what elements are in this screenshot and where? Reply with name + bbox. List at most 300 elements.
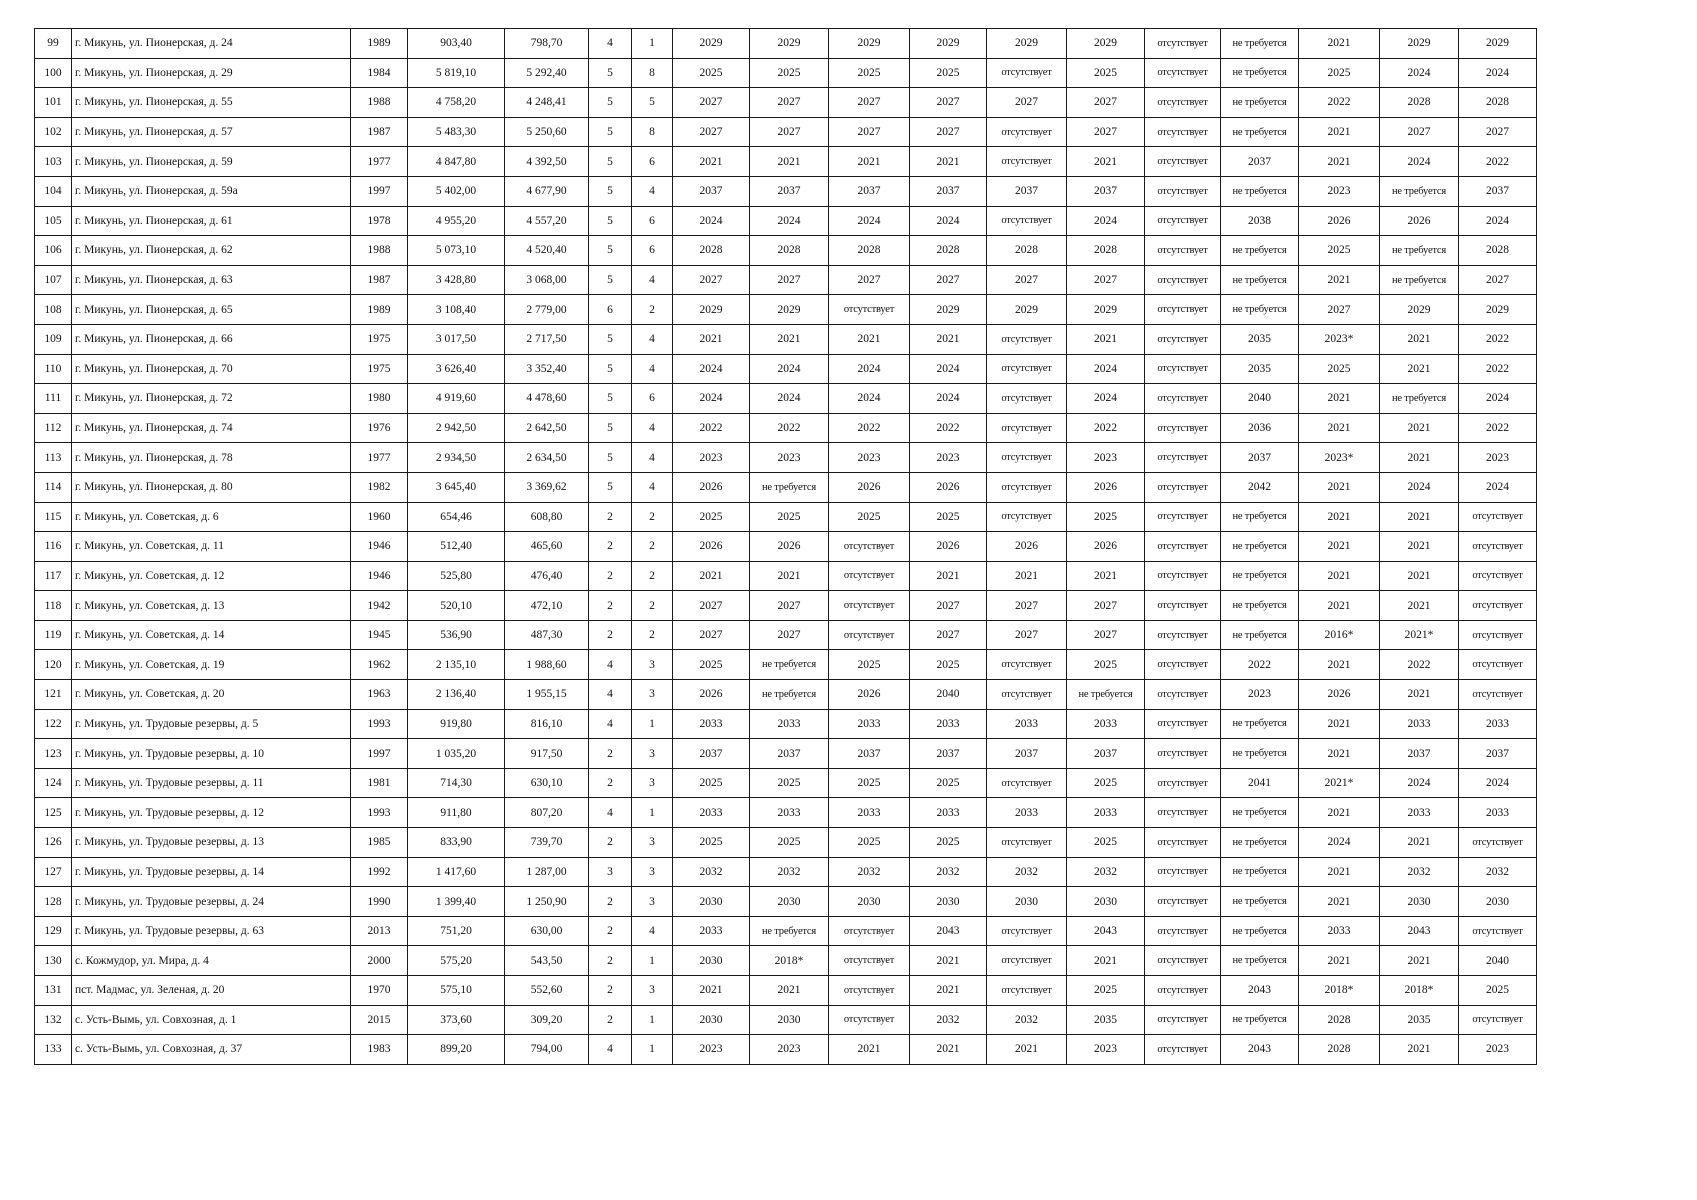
cell-col-11: 2024: [910, 354, 987, 384]
cell-col-10: 2037: [829, 739, 910, 769]
cell-col-13: 2024: [1067, 384, 1145, 414]
cell-col-15: не требуется: [1221, 1005, 1299, 1035]
cell-year-built: 1962: [351, 650, 408, 680]
cell-floors: 4: [589, 709, 632, 739]
cell-row-number: 100: [35, 58, 72, 88]
cell-col-10: 2021: [829, 324, 910, 354]
cell-col-18: 2030: [1459, 887, 1537, 917]
cell-row-number: 125: [35, 798, 72, 828]
cell-col-10: 2026: [829, 680, 910, 710]
cell-living-area: 5 250,60: [505, 117, 589, 147]
cell-floors: 3: [589, 857, 632, 887]
cell-col-14: отсутствует: [1145, 591, 1221, 621]
cell-living-area: 816,10: [505, 709, 589, 739]
cell-entrances: 1: [632, 946, 673, 976]
cell-address: г. Микунь, ул. Трудовые резервы, д. 11: [72, 768, 351, 798]
cell-row-number: 104: [35, 176, 72, 206]
cell-row-number: 118: [35, 591, 72, 621]
cell-col-8: 2033: [673, 709, 750, 739]
cell-col-14: отсутствует: [1145, 206, 1221, 236]
cell-address: г. Микунь, ул. Трудовые резервы, д. 5: [72, 709, 351, 739]
cell-col-9: 2032: [750, 857, 829, 887]
cell-floors: 4: [589, 1035, 632, 1065]
cell-floors: 5: [589, 117, 632, 147]
cell-total-area: 575,20: [408, 946, 505, 976]
cell-floors: 5: [589, 236, 632, 266]
cell-col-11: 2040: [910, 680, 987, 710]
cell-col-17: не требуется: [1380, 265, 1459, 295]
cell-entrances: 3: [632, 768, 673, 798]
cell-col-16: 2023: [1299, 176, 1380, 206]
cell-row-number: 123: [35, 739, 72, 769]
cell-floors: 5: [589, 88, 632, 118]
cell-col-16: 2021: [1299, 591, 1380, 621]
cell-living-area: 630,10: [505, 768, 589, 798]
cell-total-area: 3 626,40: [408, 354, 505, 384]
cell-col-13: 2021: [1067, 561, 1145, 591]
cell-col-10: 2021: [829, 147, 910, 177]
cell-col-9: 2033: [750, 709, 829, 739]
cell-col-18: 2027: [1459, 265, 1537, 295]
cell-col-15: не требуется: [1221, 532, 1299, 562]
cell-col-10: отсутствует: [829, 295, 910, 325]
cell-col-9: 2025: [750, 58, 829, 88]
cell-col-13: 2025: [1067, 976, 1145, 1006]
cell-col-17: 2021: [1380, 532, 1459, 562]
cell-address: г. Микунь, ул. Пионерская, д. 74: [72, 413, 351, 443]
cell-col-13: не требуется: [1067, 680, 1145, 710]
cell-col-13: 2023: [1067, 443, 1145, 473]
cell-floors: 2: [589, 887, 632, 917]
cell-living-area: 1 287,00: [505, 857, 589, 887]
cell-col-15: не требуется: [1221, 295, 1299, 325]
cell-entrances: 3: [632, 976, 673, 1006]
cell-col-10: отсутствует: [829, 620, 910, 650]
cell-year-built: 2015: [351, 1005, 408, 1035]
cell-total-area: 899,20: [408, 1035, 505, 1065]
cell-col-15: не требуется: [1221, 709, 1299, 739]
cell-col-11: 2029: [910, 295, 987, 325]
cell-floors: 5: [589, 176, 632, 206]
cell-col-10: 2032: [829, 857, 910, 887]
table-row: [35, 265, 1537, 295]
cell-col-16: 2021: [1299, 709, 1380, 739]
cell-col-11: 2027: [910, 591, 987, 621]
cell-col-10: 2030: [829, 887, 910, 917]
cell-col-18: 2024: [1459, 384, 1537, 414]
cell-col-15: не требуется: [1221, 620, 1299, 650]
cell-col-14: отсутствует: [1145, 1005, 1221, 1035]
cell-col-11: 2021: [910, 1035, 987, 1065]
cell-entrances: 3: [632, 739, 673, 769]
cell-col-9: не требуется: [750, 916, 829, 946]
cell-col-13: 2030: [1067, 887, 1145, 917]
cell-address: г. Микунь, ул. Пионерская, д. 24: [72, 29, 351, 59]
cell-year-built: 1984: [351, 58, 408, 88]
cell-entrances: 3: [632, 650, 673, 680]
cell-address: г. Микунь, ул. Трудовые резервы, д. 14: [72, 857, 351, 887]
cell-col-12: отсутствует: [987, 650, 1067, 680]
cell-floors: 2: [589, 532, 632, 562]
cell-living-area: 807,20: [505, 798, 589, 828]
cell-total-area: 2 934,50: [408, 443, 505, 473]
cell-col-9: 2037: [750, 739, 829, 769]
cell-col-17: 2021*: [1380, 620, 1459, 650]
cell-col-15: не требуется: [1221, 946, 1299, 976]
cell-col-14: отсутствует: [1145, 502, 1221, 532]
data-table: [34, 28, 1537, 1065]
cell-row-number: 101: [35, 88, 72, 118]
cell-entrances: 8: [632, 58, 673, 88]
cell-col-14: отсутствует: [1145, 236, 1221, 266]
cell-col-10: 2027: [829, 88, 910, 118]
cell-col-18: 2029: [1459, 29, 1537, 59]
cell-col-12: отсутствует: [987, 502, 1067, 532]
cell-row-number: 130: [35, 946, 72, 976]
cell-living-area: 5 292,40: [505, 58, 589, 88]
cell-address: г. Микунь, ул. Трудовые резервы, д. 24: [72, 887, 351, 917]
cell-col-16: 2023*: [1299, 324, 1380, 354]
cell-col-13: 2027: [1067, 88, 1145, 118]
cell-col-18: отсутствует: [1459, 650, 1537, 680]
cell-col-18: 2037: [1459, 176, 1537, 206]
table-row: [35, 768, 1537, 798]
cell-row-number: 112: [35, 413, 72, 443]
cell-col-16: 2022: [1299, 88, 1380, 118]
cell-col-9: 2027: [750, 88, 829, 118]
cell-col-12: отсутствует: [987, 443, 1067, 473]
cell-col-8: 2022: [673, 413, 750, 443]
cell-col-16: 2033: [1299, 916, 1380, 946]
cell-row-number: 99: [35, 29, 72, 59]
cell-address: с. Усть-Вымь, ул. Совхозная, д. 1: [72, 1005, 351, 1035]
cell-col-9: 2024: [750, 206, 829, 236]
cell-living-area: 2 642,50: [505, 413, 589, 443]
cell-living-area: 4 478,60: [505, 384, 589, 414]
cell-entrances: 6: [632, 236, 673, 266]
cell-col-14: отсутствует: [1145, 413, 1221, 443]
cell-col-16: 2021: [1299, 798, 1380, 828]
cell-total-area: 5 402,00: [408, 176, 505, 206]
table-row: [35, 472, 1537, 502]
cell-col-9: 2037: [750, 176, 829, 206]
cell-col-18: 2022: [1459, 354, 1537, 384]
cell-col-12: отсутствует: [987, 384, 1067, 414]
cell-living-area: 4 557,20: [505, 206, 589, 236]
cell-living-area: 798,70: [505, 29, 589, 59]
cell-col-16: 2021: [1299, 946, 1380, 976]
cell-col-9: 2025: [750, 828, 829, 858]
cell-col-8: 2025: [673, 650, 750, 680]
cell-col-16: 2021: [1299, 561, 1380, 591]
cell-col-10: 2025: [829, 502, 910, 532]
cell-row-number: 119: [35, 620, 72, 650]
cell-col-15: 2037: [1221, 443, 1299, 473]
cell-col-18: 2037: [1459, 739, 1537, 769]
cell-col-9: 2018*: [750, 946, 829, 976]
cell-entrances: 2: [632, 502, 673, 532]
cell-year-built: 1977: [351, 147, 408, 177]
cell-entrances: 2: [632, 620, 673, 650]
cell-col-8: 2033: [673, 798, 750, 828]
cell-col-8: 2023: [673, 1035, 750, 1065]
cell-col-9: 2026: [750, 532, 829, 562]
cell-address: г. Микунь, ул. Советская, д. 11: [72, 532, 351, 562]
cell-col-11: 2032: [910, 1005, 987, 1035]
cell-address: г. Микунь, ул. Пионерская, д. 72: [72, 384, 351, 414]
cell-row-number: 120: [35, 650, 72, 680]
cell-col-15: 2041: [1221, 768, 1299, 798]
cell-total-area: 2 942,50: [408, 413, 505, 443]
cell-col-14: отсутствует: [1145, 295, 1221, 325]
cell-col-10: 2025: [829, 650, 910, 680]
cell-col-15: не требуется: [1221, 176, 1299, 206]
cell-col-9: 2024: [750, 384, 829, 414]
table-row: [35, 117, 1537, 147]
cell-col-13: 2027: [1067, 591, 1145, 621]
cell-col-9: не требуется: [750, 472, 829, 502]
cell-total-area: 4 919,60: [408, 384, 505, 414]
cell-floors: 2: [589, 502, 632, 532]
cell-address: г. Микунь, ул. Пионерская, д. 80: [72, 472, 351, 502]
cell-row-number: 131: [35, 976, 72, 1006]
cell-col-16: 2021: [1299, 650, 1380, 680]
cell-total-area: 1 399,40: [408, 887, 505, 917]
cell-floors: 2: [589, 768, 632, 798]
cell-entrances: 3: [632, 680, 673, 710]
cell-col-18: 2033: [1459, 709, 1537, 739]
cell-col-12: 2021: [987, 561, 1067, 591]
cell-address: г. Микунь, ул. Пионерская, д. 59: [72, 147, 351, 177]
cell-col-9: 2021: [750, 561, 829, 591]
cell-entrances: 4: [632, 176, 673, 206]
table-row: [35, 976, 1537, 1006]
cell-col-10: отсутствует: [829, 916, 910, 946]
cell-col-14: отсутствует: [1145, 828, 1221, 858]
cell-col-9: не требуется: [750, 650, 829, 680]
cell-col-17: 2021: [1380, 413, 1459, 443]
cell-col-14: отсутствует: [1145, 976, 1221, 1006]
cell-col-16: 2026: [1299, 206, 1380, 236]
cell-col-10: 2024: [829, 206, 910, 236]
cell-col-13: 2037: [1067, 739, 1145, 769]
cell-col-12: 2029: [987, 295, 1067, 325]
cell-col-14: отсутствует: [1145, 29, 1221, 59]
cell-col-13: 2024: [1067, 354, 1145, 384]
cell-col-18: отсутствует: [1459, 680, 1537, 710]
cell-address: г. Микунь, ул. Пионерская, д. 29: [72, 58, 351, 88]
cell-entrances: 2: [632, 295, 673, 325]
cell-col-15: не требуется: [1221, 58, 1299, 88]
table-row: [35, 354, 1537, 384]
cell-year-built: 1945: [351, 620, 408, 650]
cell-living-area: 917,50: [505, 739, 589, 769]
cell-col-17: 2024: [1380, 147, 1459, 177]
cell-col-18: 2022: [1459, 147, 1537, 177]
cell-year-built: 1946: [351, 561, 408, 591]
cell-col-12: отсутствует: [987, 916, 1067, 946]
cell-col-13: 2025: [1067, 768, 1145, 798]
cell-col-14: отсутствует: [1145, 709, 1221, 739]
cell-floors: 4: [589, 680, 632, 710]
cell-year-built: 1988: [351, 236, 408, 266]
cell-col-12: 2033: [987, 798, 1067, 828]
cell-col-10: отсутствует: [829, 946, 910, 976]
table-row: [35, 946, 1537, 976]
cell-total-area: 751,20: [408, 916, 505, 946]
cell-col-17: 2029: [1380, 29, 1459, 59]
cell-floors: 5: [589, 324, 632, 354]
table-row: [35, 561, 1537, 591]
cell-col-17: 2021: [1380, 1035, 1459, 1065]
cell-col-13: 2029: [1067, 29, 1145, 59]
table-row: [35, 176, 1537, 206]
cell-col-9: 2027: [750, 117, 829, 147]
cell-col-11: 2027: [910, 620, 987, 650]
cell-year-built: 1992: [351, 857, 408, 887]
cell-floors: 2: [589, 946, 632, 976]
cell-living-area: 487,30: [505, 620, 589, 650]
cell-col-8: 2024: [673, 354, 750, 384]
cell-col-14: отсутствует: [1145, 58, 1221, 88]
table-row: [35, 147, 1537, 177]
cell-col-14: отсутствует: [1145, 946, 1221, 976]
cell-col-18: отсутствует: [1459, 591, 1537, 621]
cell-row-number: 108: [35, 295, 72, 325]
cell-row-number: 132: [35, 1005, 72, 1035]
cell-col-14: отсутствует: [1145, 768, 1221, 798]
cell-col-12: 2037: [987, 739, 1067, 769]
cell-address: г. Микунь, ул. Пионерская, д. 59а: [72, 176, 351, 206]
cell-col-15: не требуется: [1221, 739, 1299, 769]
cell-floors: 5: [589, 265, 632, 295]
cell-col-14: отсутствует: [1145, 147, 1221, 177]
cell-floors: 5: [589, 384, 632, 414]
cell-col-13: 2021: [1067, 946, 1145, 976]
cell-col-18: отсутствует: [1459, 1005, 1537, 1035]
cell-col-12: 2032: [987, 1005, 1067, 1035]
cell-total-area: 1 035,20: [408, 739, 505, 769]
cell-col-10: 2021: [829, 1035, 910, 1065]
cell-floors: 5: [589, 147, 632, 177]
cell-col-15: 2040: [1221, 384, 1299, 414]
cell-col-12: отсутствует: [987, 58, 1067, 88]
cell-col-8: 2037: [673, 739, 750, 769]
cell-col-16: 2021*: [1299, 768, 1380, 798]
cell-col-10: 2026: [829, 472, 910, 502]
table-row: [35, 591, 1537, 621]
cell-row-number: 128: [35, 887, 72, 917]
cell-col-13: 2033: [1067, 709, 1145, 739]
cell-col-8: 2023: [673, 443, 750, 473]
cell-col-10: отсутствует: [829, 976, 910, 1006]
cell-living-area: 4 677,90: [505, 176, 589, 206]
cell-entrances: 4: [632, 472, 673, 502]
cell-col-12: отсутствует: [987, 472, 1067, 502]
cell-col-16: 2024: [1299, 828, 1380, 858]
cell-total-area: 3 108,40: [408, 295, 505, 325]
cell-col-10: 2033: [829, 798, 910, 828]
cell-col-17: 2021: [1380, 443, 1459, 473]
cell-row-number: 122: [35, 709, 72, 739]
table-row: [35, 532, 1537, 562]
cell-entrances: 3: [632, 887, 673, 917]
cell-col-11: 2033: [910, 709, 987, 739]
cell-col-11: 2025: [910, 502, 987, 532]
cell-address: г. Микунь, ул. Советская, д. 12: [72, 561, 351, 591]
cell-col-18: 2024: [1459, 472, 1537, 502]
cell-col-10: 2037: [829, 176, 910, 206]
cell-total-area: 3 428,80: [408, 265, 505, 295]
cell-year-built: 1963: [351, 680, 408, 710]
cell-col-16: 2021: [1299, 472, 1380, 502]
cell-col-18: 2024: [1459, 58, 1537, 88]
cell-col-12: отсутствует: [987, 117, 1067, 147]
cell-address: пст. Мадмас, ул. Зеленая, д. 20: [72, 976, 351, 1006]
cell-entrances: 1: [632, 798, 673, 828]
cell-col-12: 2028: [987, 236, 1067, 266]
cell-year-built: 1987: [351, 265, 408, 295]
table-row: [35, 650, 1537, 680]
cell-col-9: 2027: [750, 265, 829, 295]
cell-col-12: 2026: [987, 532, 1067, 562]
cell-col-16: 2021: [1299, 887, 1380, 917]
cell-row-number: 117: [35, 561, 72, 591]
cell-col-16: 2016*: [1299, 620, 1380, 650]
cell-col-16: 2021: [1299, 117, 1380, 147]
cell-col-13: 2025: [1067, 650, 1145, 680]
cell-col-14: отсутствует: [1145, 916, 1221, 946]
table-row: [35, 680, 1537, 710]
cell-col-13: 2026: [1067, 532, 1145, 562]
cell-living-area: 552,60: [505, 976, 589, 1006]
cell-col-17: 2021: [1380, 561, 1459, 591]
cell-address: г. Микунь, ул. Пионерская, д. 61: [72, 206, 351, 236]
cell-floors: 2: [589, 620, 632, 650]
cell-col-8: 2027: [673, 265, 750, 295]
cell-col-12: отсутствует: [987, 976, 1067, 1006]
cell-col-15: 2037: [1221, 147, 1299, 177]
cell-col-11: 2026: [910, 532, 987, 562]
cell-col-10: 2023: [829, 443, 910, 473]
cell-col-8: 2026: [673, 532, 750, 562]
cell-col-11: 2032: [910, 857, 987, 887]
cell-entrances: 1: [632, 709, 673, 739]
table-row: [35, 206, 1537, 236]
cell-col-15: 2043: [1221, 976, 1299, 1006]
cell-floors: 6: [589, 295, 632, 325]
cell-col-13: 2033: [1067, 798, 1145, 828]
cell-year-built: 1978: [351, 206, 408, 236]
cell-year-built: 1970: [351, 976, 408, 1006]
cell-row-number: 133: [35, 1035, 72, 1065]
cell-col-10: 2024: [829, 354, 910, 384]
cell-floors: 2: [589, 828, 632, 858]
cell-col-11: 2027: [910, 265, 987, 295]
cell-living-area: 309,20: [505, 1005, 589, 1035]
cell-col-15: 2022: [1221, 650, 1299, 680]
cell-total-area: 520,10: [408, 591, 505, 621]
cell-row-number: 126: [35, 828, 72, 858]
cell-entrances: 6: [632, 147, 673, 177]
cell-col-15: 2023: [1221, 680, 1299, 710]
table-row: [35, 1005, 1537, 1035]
cell-total-area: 525,80: [408, 561, 505, 591]
cell-col-16: 2028: [1299, 1005, 1380, 1035]
cell-col-12: 2037: [987, 176, 1067, 206]
cell-col-15: 2043: [1221, 1035, 1299, 1065]
cell-address: г. Микунь, ул. Пионерская, д. 55: [72, 88, 351, 118]
